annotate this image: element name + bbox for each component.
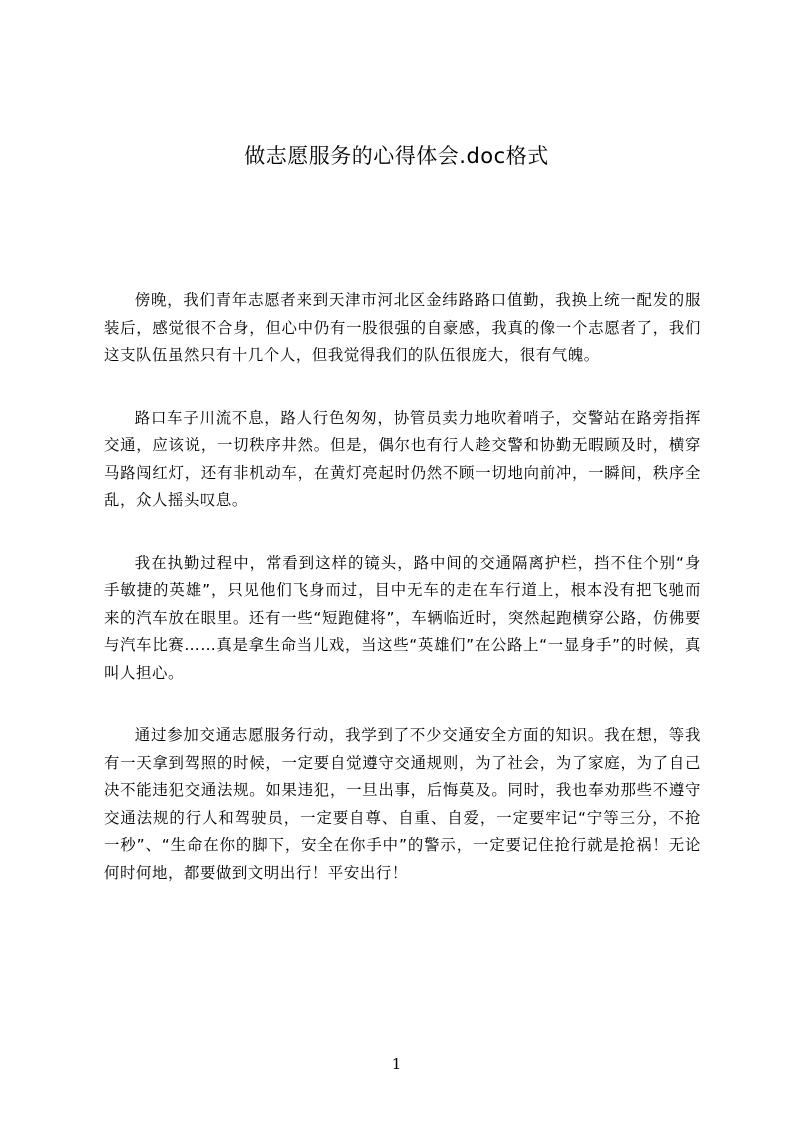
paragraph-1: 傍晚，我们青年志愿者来到天津市河北区金纬路路口值勤，我换上统一配发的服装后，感觉很不合身，但心中仍有一股很强的自豪感，我真的像一个志愿者了，我们这支队伍虽然只有十几个人，但我觉得我们的队伍很庞大，很有气魄。 <box>104 291 701 364</box>
paragraph-3: 我在执勤过程中，常看到这样的镜头，路中间的交通隔离护栏，挡不住个别“身手敏捷的英雄”，只见他们飞身而过，目中无车的走在车行道上，根本没有把飞驰而来的汽车放在眼里。还有一些“短跑健将”，车辆临近时，突然起跑横穿公路，仿佛要与汽车比赛……真是拿生命当儿戏，当这些“英雄们”在公路上“一显身手”的时候，真叫人担心。 <box>104 553 701 682</box>
document-body <box>104 287 701 922</box>
page-number: 1 <box>391 1055 402 1073</box>
document-title: 做志愿服务的心得体会.doc格式 <box>244 144 549 168</box>
paragraph-4: 通过参加交通志愿服务行动，我学到了不少交通安全方面的知识。我在想，等我有一天拿到驾照的时候，一定要自觉遵守交通规则，为了社会，为了家庭，为了自己决不能违犯交通法规。如果违犯，一旦出事，后悔莫及。同时，我也奉劝那些不遵守交通法规的行人和驾驶员，一定要自尊、自重、自爱，一定要牢记“宁等三分，不抢一秒”、“生命在你的脚下，安全在你手中”的警示，一定要记住抢行就是抢祸！无论何时何地，都要做到文明出行！平安出行！ <box>104 726 701 882</box>
paragraph-2: 路口车子川流不息，路人行色匆匆，协管员卖力地吹着哨子，交警站在路旁指挥交通，应该说，一切秩序井然。但是，偶尔也有行人趁交警和协勤无暇顾及时，横穿马路闯红灯，还有非机动车，在黄灯亮起时仍然不顾一切地向前冲，一瞬间，秩序全乱，众人摇头叹息。 <box>104 408 701 509</box>
